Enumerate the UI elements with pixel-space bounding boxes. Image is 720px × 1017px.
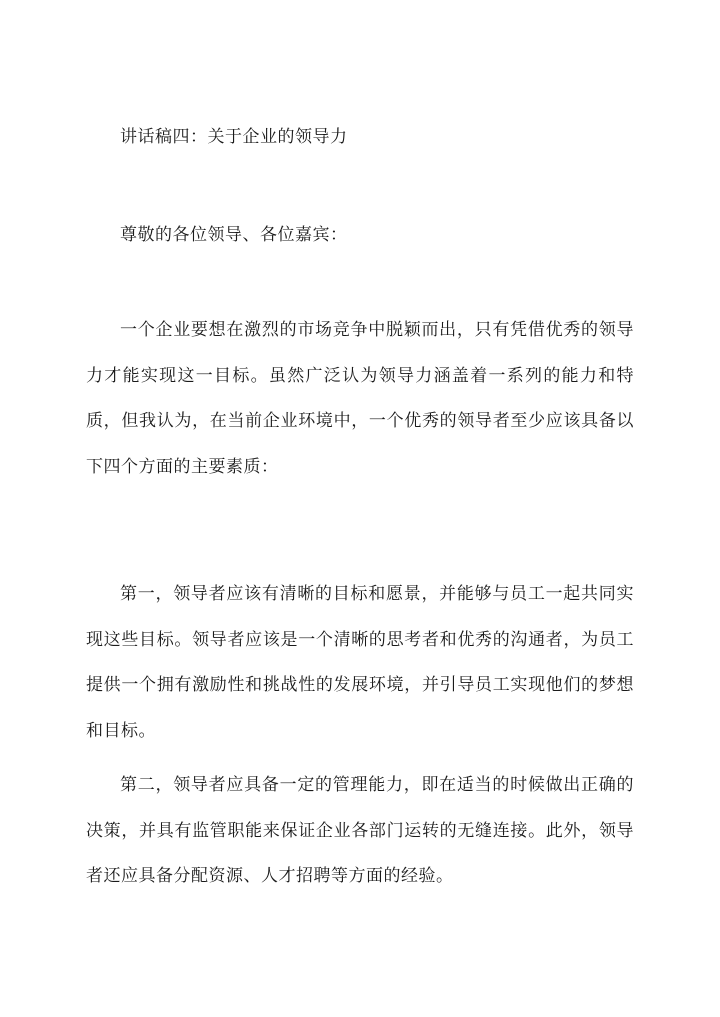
paragraph-intro: 一个企业要想在激烈的市场竞争中脱颖而出，只有凭借优秀的领导力才能实现这一目标。虽然广泛认为领导力涵盖着一系列的能力和特质，但我认为，在当前企业环境中，一个优秀的领导者至少应该具备以下四个方面的主要素质： xyxy=(86,320,634,477)
salutation: 尊敬的各位领导、各位嘉宾： xyxy=(120,225,348,245)
speech-title: 讲话稿四：关于企业的领导力 xyxy=(120,127,348,147)
paragraph-second-point: 第二，领导者应具备一定的管理能力，即在适当的时候做出正确的决策，并具有监管职能来保证企业各部门运转的无缝连接。此外，领导者还应具备分配资源、人才招聘等方面的经验。 xyxy=(86,775,634,886)
paragraph-first-point: 第一，领导者应该有清晰的目标和愿景，并能够与员工一起共同实现这些目标。领导者应该是一个清晰的思考者和优秀的沟通者，为员工提供一个拥有激励性和挑战性的发展环境，并引导员工实现他们的梦想和目标。 xyxy=(86,584,634,741)
